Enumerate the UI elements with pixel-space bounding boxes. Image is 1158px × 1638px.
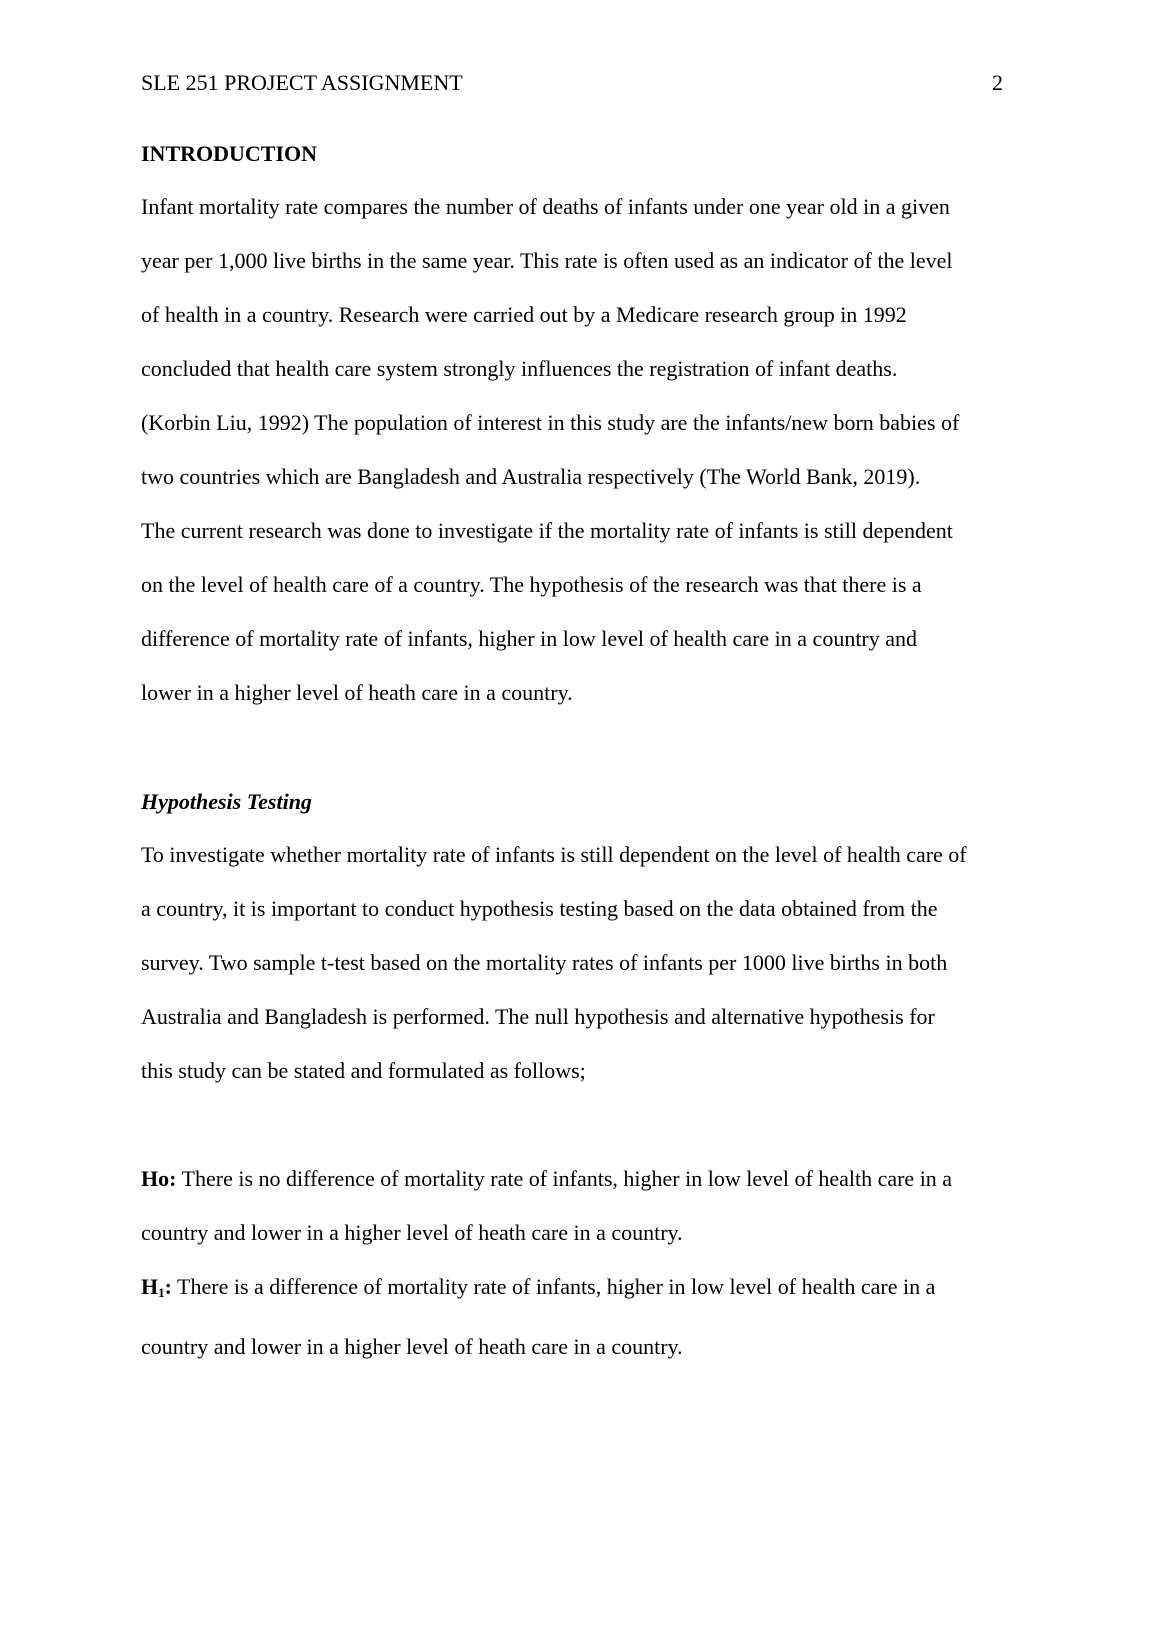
null-hypothesis-text: There is no difference of mortality rate of infants, higher in low level of health care in a bbox=[176, 1166, 953, 1191]
text-line: lower in a higher level of heath care in a country. bbox=[141, 680, 573, 705]
null-hypothesis-label: Ho: bbox=[141, 1166, 177, 1191]
running-head: SLE 251 PROJECT ASSIGNMENT bbox=[141, 70, 463, 95]
introduction-heading: INTRODUCTION bbox=[141, 141, 318, 166]
label-main: H bbox=[141, 1274, 159, 1299]
text-line: The current research was done to investigate if the mortality rate of infants is still dependent bbox=[141, 518, 953, 543]
label-colon: : bbox=[164, 1274, 172, 1299]
text-line: this study can be stated and formulated as follows; bbox=[141, 1058, 586, 1083]
text-line: difference of mortality rate of infants, higher in low level of health care in a country and bbox=[141, 626, 918, 651]
null-hypothesis-continued: country and lower in a higher level of heath care in a country. bbox=[141, 1220, 683, 1245]
text-line: a country, it is important to conduct hypothesis testing based on the data obtained from the bbox=[141, 896, 938, 921]
text-line: Infant mortality rate compares the number of deaths of infants under one year old in a given bbox=[141, 194, 950, 219]
text-line: (Korbin Liu, 1992) The population of interest in this study are the infants/new born babies of bbox=[141, 410, 960, 435]
alternative-hypothesis-continued: country and lower in a higher level of heath care in a country. bbox=[141, 1334, 683, 1359]
alternative-hypothesis bbox=[141, 1260, 1031, 1320]
introduction-paragraph bbox=[141, 180, 1031, 774]
text-line: year per 1,000 live births in the same year. This rate is often used as an indicator of the level bbox=[141, 248, 953, 273]
page-header bbox=[141, 68, 1003, 98]
alternative-hypothesis-label bbox=[141, 1274, 172, 1299]
null-hypothesis bbox=[141, 1152, 1031, 1206]
alternative-hypothesis-text: There is a difference of mortality rate of infants, higher in low level of health care in a bbox=[171, 1274, 936, 1299]
label-subscript: 1 bbox=[158, 1285, 165, 1300]
hypothesis-testing-paragraph bbox=[141, 828, 1031, 1374]
text-line: on the level of health care of a country. The hypothesis of the research was that there is a bbox=[141, 572, 922, 597]
text-line: Australia and Bangladesh is performed. The null hypothesis and alternative hypothesis for bbox=[141, 1004, 935, 1029]
text-line: two countries which are Bangladesh and Australia respectively (The World Bank, 2019). bbox=[141, 464, 921, 489]
text-line: To investigate whether mortality rate of infants is still dependent on the level of health care of bbox=[141, 842, 967, 867]
text-line: survey. Two sample t-test based on the mortality rates of infants per 1000 live births in both bbox=[141, 950, 948, 975]
hypothesis-testing-heading: Hypothesis Testing bbox=[141, 789, 312, 814]
blank-line bbox=[141, 720, 1031, 774]
text-line: concluded that health care system strongly influences the registration of infant deaths. bbox=[141, 356, 898, 381]
blank-line bbox=[141, 1098, 1031, 1152]
text-line: of health in a country. Research were carried out by a Medicare research group in 1992 bbox=[141, 302, 907, 327]
document-body bbox=[141, 136, 1031, 1384]
page-number: 2 bbox=[992, 70, 1003, 95]
